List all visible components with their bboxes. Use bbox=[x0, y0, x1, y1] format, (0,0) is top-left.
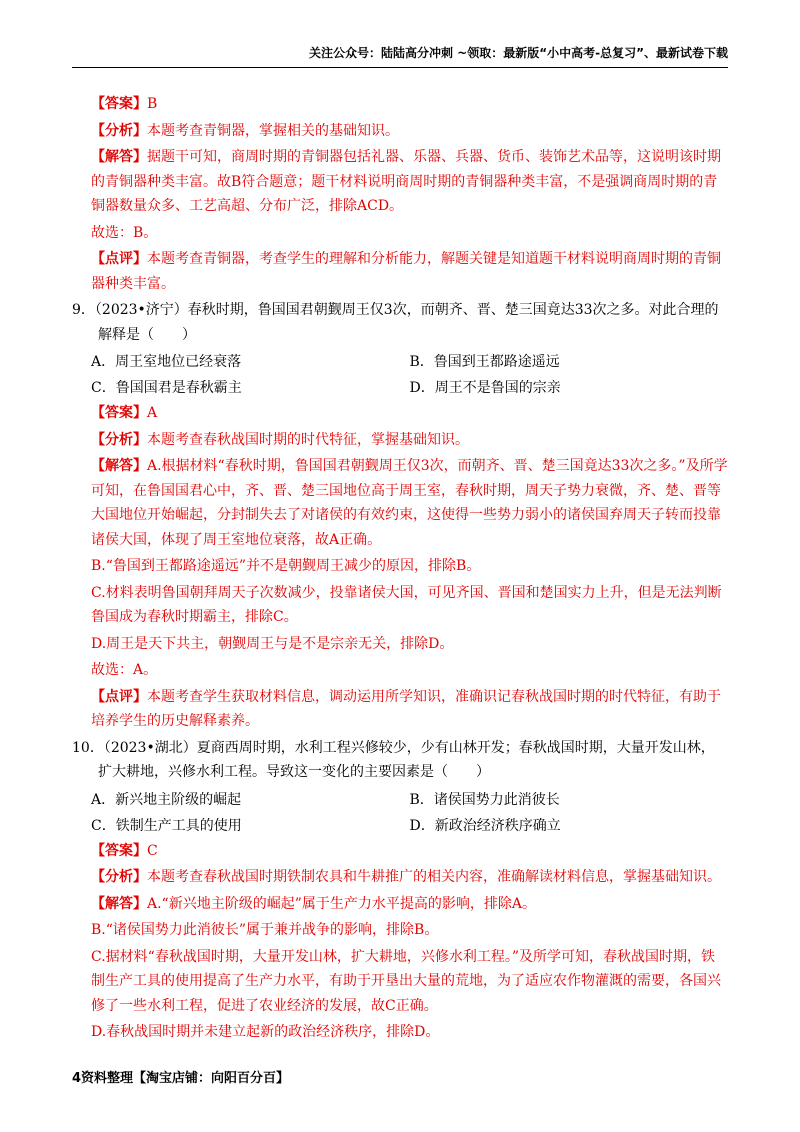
q10-answer: 【答案】C bbox=[91, 842, 158, 859]
q8-analysis: 【分析】本题考查青铜器，掌握相关的基础知识。 bbox=[91, 122, 399, 139]
q8-choose: 故选：B。 bbox=[91, 224, 158, 241]
q9-option-d-explanation: D.周王是天下共主，朝觐周王与是不是宗亲无关，排除D。 bbox=[91, 635, 454, 652]
q8-solution: 【解答】据题干可知，商周时期的青铜器包括礼器、乐器、兵器、货币、装饰艺术品等，这说明该时期的青铜器种类丰富。故B符合题意；题干材料说明商周时期的青铜器种类丰富，不是强调商周时期的青铜器数量众多、工艺高超、分布广泛，排除ACD。 bbox=[91, 149, 721, 214]
q9-stem: 9．（2023•济宁）春秋时期，鲁国国君朝觐周王仅3次，而朝齐、晋、楚三国竟达33次之多。对此合理的解释是（ ） bbox=[72, 302, 719, 343]
q10-analysis: 【分析】本题考查春秋战国时期铁制农具和牛耕推广的相关内容，准确解读材料信息，掌握基础知识。 bbox=[91, 869, 721, 885]
q10-option-d-explanation: D.春秋战国时期并未建立起新的政治经济秩序，排除D。 bbox=[91, 1024, 440, 1040]
q8-comment: 【点评】本题考查青铜器，考查学生的理解和分析能力，解题关键是知道题干材料说明商周时期的青铜器种类丰富。 bbox=[91, 251, 721, 292]
page-header: 关注公众号：陆陆高分冲刺 ~领取：最新版“小中高考-总复习”、最新试卷下载 bbox=[72, 44, 728, 68]
q9-answer: 【答案】A bbox=[91, 405, 158, 421]
page-footer: 4资料整理【淘宝店铺：向阳百分百】 bbox=[72, 1071, 290, 1086]
q10-option-a: A．新兴地主阶级的崛起 bbox=[91, 791, 242, 808]
q9-options-row-1 bbox=[72, 349, 728, 375]
q9-choose: 故选：A。 bbox=[91, 662, 158, 678]
q10-option-c-explanation: C.据材料“春秋战国时期，大量开发山林，扩大耕地，兴修水利工程。”及所学可知，春秋战国时期，铁制生产工具的使用提高了生产力水平，有助于开垦出大量的荒地，为了适应农作物灌溉的需要，各国兴修了一些水利工程，促进了农业经济的发展，故C正确。 bbox=[91, 948, 721, 1014]
q10-option-c: C．铁制生产工具的使用 bbox=[91, 817, 242, 834]
q10-options-row-1 bbox=[72, 787, 728, 813]
q9-options-row-2 bbox=[72, 375, 728, 401]
q9-option-d: D．周王不是鲁国的宗亲 bbox=[409, 380, 561, 396]
q9-option-b-explanation: B.“鲁国到王都路途遥远”并不是朝觐周王减少的原因，排除B。 bbox=[91, 558, 481, 574]
q9-comment: 【点评】本题考查学生获取材料信息，调动运用所学知识，准确识记春秋战国时期的时代特征，有助于培养学生的历史解释素养。 bbox=[91, 688, 721, 729]
q10-solution: 【解答】A.“新兴地主阶级的崛起”属于生产力水平提高的影响，排除A。 bbox=[91, 895, 536, 912]
q8-answer: 【答案】B bbox=[91, 96, 158, 112]
q10-options-row-2 bbox=[72, 813, 728, 839]
page-content bbox=[72, 92, 728, 1047]
q10-stem: 10．（2023•湖北）夏商西周时期，水利工程兴修较少，少有山林开发；春秋战国时期，大量开发山林，扩大耕地，兴修水利工程。导致这一变化的主要因素是（ ） bbox=[72, 739, 715, 780]
q9-option-b: B．鲁国到王都路途遥远 bbox=[409, 354, 560, 370]
q9-analysis: 【分析】本题考查春秋战国时期的时代特征，掌握基础知识。 bbox=[91, 431, 469, 448]
q9-option-c-explanation: C.材料表明鲁国朝拜周天子次数减少，投靠诸侯大国，可见齐国、晋国和楚国实力上升，但是无法判断鲁国成为春秋时期霸主，排除C。 bbox=[91, 584, 722, 625]
q9-solution: 【解答】A.根据材料“春秋时期，鲁国国君朝觐周王仅3次，而朝齐、晋、楚三国竟达33次之多。”及所学可知，在鲁国国君心中，齐、晋、楚三国地位高于周王室，春秋时期，周天子势力衰微，齐、楚、晋等大国地位开始崛起，分封制失去了对诸侯的有效约束，这使得一些势力弱小的诸侯国弃周天子转而投靠诸侯大国，体现了周王室地位衰落，故A正确。 bbox=[91, 458, 728, 548]
q10-option-b: B．诸侯国势力此消彼长 bbox=[409, 791, 560, 808]
q9-option-a: A．周王室地位已经衰落 bbox=[91, 354, 242, 370]
q10-option-d: D．新政治经济秩序确立 bbox=[409, 817, 561, 834]
q10-option-b-explanation: B.“诸侯国势力此消彼长”属于兼并战争的影响，排除B。 bbox=[91, 922, 439, 938]
q9-option-c: C．鲁国国君是春秋霸主 bbox=[91, 380, 242, 396]
